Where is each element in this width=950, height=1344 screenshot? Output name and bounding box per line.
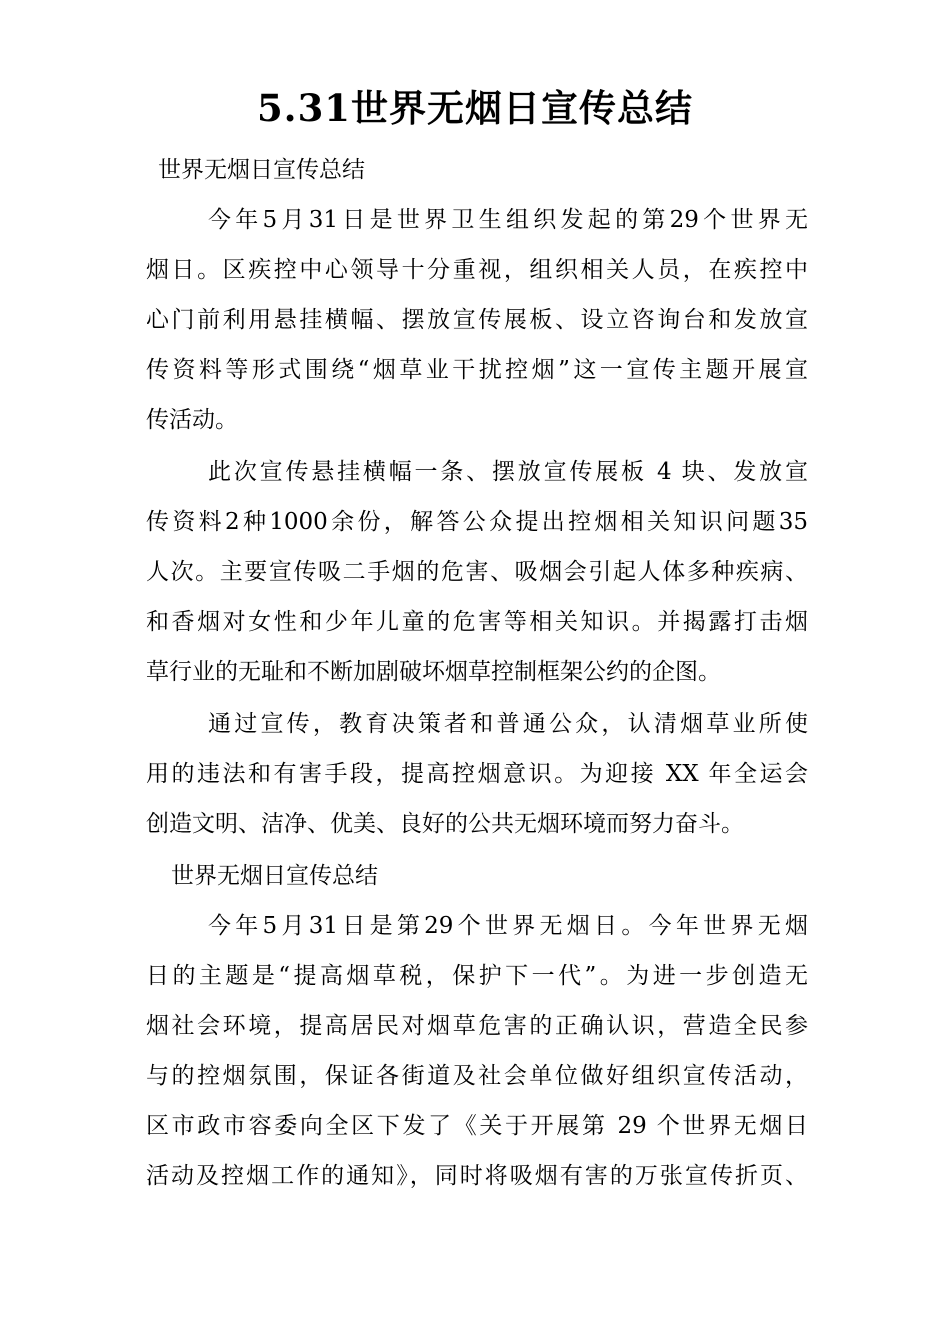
- document-title: 5.31世界无烟日宣传总结: [256, 86, 694, 130]
- text-line: 与的控烟氛围，保证各街道及社会单位做好组织宣传活动，: [146, 1063, 808, 1089]
- text-line: 烟日。区疾控中心领导十分重视，组织相关人员，在疾控中: [146, 257, 808, 283]
- paragraph: [146, 699, 808, 849]
- text-line: 传资料等形式围绕“烟草业干扰控烟”这一宣传主题开展宣: [146, 357, 808, 383]
- text-line: 此次宣传悬挂横幅一条、摆放宣传展板 4 块、发放宣: [208, 459, 808, 485]
- paragraph: [146, 195, 808, 445]
- text-line: 用的违法和有害手段，提高控烟意识。为迎接 XX 年全运会: [146, 761, 808, 787]
- text-line: 今年5月31日是世界卫生组织发起的第29个世界无: [208, 207, 808, 233]
- paragraph: [146, 447, 808, 697]
- text-line: 传活动。: [146, 407, 238, 433]
- text-line: 和香烟对女性和少年儿童的危害等相关知识。并揭露打击烟: [146, 609, 808, 635]
- text-line: 传资料2种1000余份，解答公众提出控烟相关知识问题35: [146, 509, 808, 535]
- text-line: 烟社会环境，提高居民对烟草危害的正确认识，营造全民参: [146, 1013, 808, 1039]
- text-line: 通过宣传，教育决策者和普通公众，认清烟草业所使: [208, 711, 808, 737]
- text-line: 草行业的无耻和不断加剧破坏烟草控制框架公约的企图。: [146, 659, 721, 685]
- section-heading: 世界无烟日宣传总结: [158, 157, 365, 183]
- paragraph: [146, 901, 808, 1201]
- text-line: 心门前利用悬挂横幅、摆放宣传展板、设立咨询台和发放宣: [146, 307, 808, 333]
- text-line: 日的主题是“提高烟草税，保护下一代”。为进一步创造无: [146, 963, 808, 989]
- text-line: 人次。主要宣传吸二手烟的危害、吸烟会引起人体多种疾病、: [146, 559, 808, 585]
- text-line: 创造文明、洁净、优美、良好的公共无烟环境而努力奋斗。: [146, 811, 744, 837]
- text-line: 区市政市容委向全区下发了《关于开展第 29 个世界无烟日: [146, 1113, 808, 1139]
- text-line: 今年5月31日是第29个世界无烟日。今年世界无烟: [208, 913, 808, 939]
- text-line: 活动及控烟工作的通知》，同时将吸烟有害的万张宣传折页、: [146, 1163, 808, 1189]
- section-heading: 世界无烟日宣传总结: [171, 863, 378, 889]
- document-body: [146, 145, 808, 1203]
